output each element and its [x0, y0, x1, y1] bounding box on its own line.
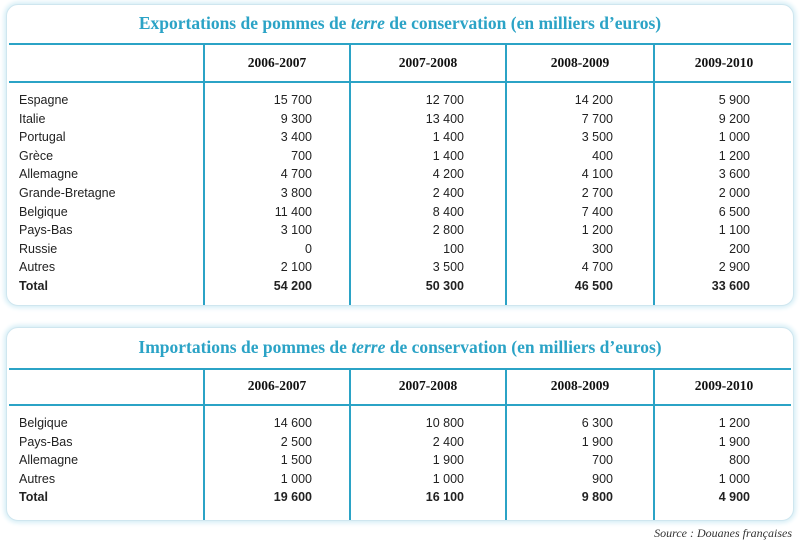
country-label: Russie [19, 241, 58, 256]
value-cell: 2 400 [432, 434, 464, 449]
total-cell: 46 500 [574, 278, 613, 293]
imports-title-part1: Importations de pommes de [138, 337, 352, 357]
country-label: Espagne [19, 93, 69, 107]
total-row [19, 277, 791, 296]
exports-title-divider [9, 43, 791, 45]
source-note: Source : Douanes françaises [654, 526, 792, 540]
value-cell: 7 700 [581, 111, 613, 126]
country-label: Pays-Bas [19, 223, 73, 238]
value-cell: 2 700 [581, 185, 613, 200]
total-cell: 54 200 [273, 278, 312, 293]
country-label: Allemagne [19, 453, 79, 468]
value-cell: 1 000 [432, 471, 464, 486]
exports-title-italic: terre [350, 13, 385, 33]
value-cell: 3 100 [280, 223, 312, 238]
value-cell: 1 200 [581, 223, 613, 238]
value-cell: 15 700 [273, 93, 312, 107]
total-cell: 19 600 [273, 490, 312, 505]
value-cell: 9 300 [280, 111, 312, 126]
table-row [19, 128, 791, 147]
imports-title-divider [9, 368, 791, 370]
value-cell: 14 600 [273, 416, 312, 430]
imports-title-italic: terre [351, 337, 386, 357]
table-row [19, 470, 791, 489]
imports-header-col: 2006-2007 [247, 378, 307, 393]
value-cell: 2 900 [718, 260, 750, 275]
exports-title-part2: de conservation (en milliers d’euros) [384, 13, 662, 33]
total-cell: 50 300 [425, 278, 464, 293]
value-cell: 2 500 [280, 434, 312, 449]
country-label: Pays-Bas [19, 434, 73, 449]
value-cell: 1 100 [718, 223, 750, 238]
value-cell: 12 700 [425, 93, 464, 107]
total-row [19, 488, 791, 507]
value-cell: 6 300 [581, 416, 613, 430]
country-label: Belgique [19, 204, 68, 219]
value-cell: 400 [592, 148, 613, 163]
value-cell: 3 500 [581, 130, 613, 145]
value-cell: 1 000 [718, 471, 750, 486]
exports-header-col: 2007-2008 [398, 55, 458, 70]
value-cell: 1 900 [718, 434, 750, 449]
total-cell: 16 100 [425, 490, 464, 505]
value-cell: 800 [729, 453, 750, 468]
imports-table-title [7, 337, 793, 363]
country-label: Italie [19, 111, 46, 126]
imports-table-body [19, 414, 791, 507]
table-row [19, 184, 791, 203]
imports-table-panel [6, 327, 794, 521]
value-cell: 3 800 [280, 185, 312, 200]
exports-table-body [19, 91, 791, 296]
value-cell: 5 900 [718, 93, 750, 107]
value-cell: 0 [305, 241, 312, 256]
value-cell: 700 [291, 148, 312, 163]
exports-table-title [7, 13, 793, 39]
value-cell: 3 600 [718, 167, 750, 182]
imports-header-col: 2007-2008 [398, 378, 458, 393]
exports-header-divider [9, 81, 791, 83]
table-row [19, 451, 791, 470]
value-cell: 100 [443, 241, 464, 256]
table-row [19, 165, 791, 184]
value-cell: 7 400 [581, 204, 613, 219]
value-cell: 10 800 [425, 416, 464, 430]
table-row [19, 414, 791, 433]
imports-header-divider [9, 404, 791, 406]
total-label: Total [19, 278, 48, 293]
table-row [19, 110, 791, 129]
value-cell: 4 700 [280, 167, 312, 182]
value-cell: 11 400 [274, 204, 312, 219]
value-cell: 2 800 [432, 223, 464, 238]
country-label: Allemagne [19, 167, 79, 182]
total-cell: 4 900 [718, 490, 750, 505]
value-cell: 2 100 [280, 260, 312, 275]
value-cell: 1 200 [718, 416, 750, 430]
table-row [19, 91, 791, 110]
value-cell: 900 [592, 471, 613, 486]
exports-title-part1: Exportations de pommes de [138, 13, 351, 33]
country-label: Portugal [19, 130, 66, 145]
imports-header-col: 2008-2009 [550, 378, 610, 393]
value-cell: 1 900 [581, 434, 613, 449]
value-cell: 200 [729, 241, 750, 256]
value-cell: 700 [592, 453, 613, 468]
table-row [19, 147, 791, 166]
exports-header-col: 2006-2007 [247, 55, 307, 70]
imports-title-part2: de conservation (en milliers d’euros) [385, 337, 662, 357]
table-row [19, 221, 791, 240]
country-label: Grande-Bretagne [19, 185, 116, 200]
value-cell: 1 200 [718, 148, 750, 163]
exports-header-col: 2009-2010 [694, 55, 754, 70]
value-cell: 6 500 [718, 204, 750, 219]
value-cell: 1 000 [718, 130, 750, 145]
country-label: Autres [19, 471, 56, 486]
value-cell: 1 400 [432, 130, 464, 145]
value-cell: 300 [592, 241, 613, 256]
value-cell: 4 100 [581, 167, 613, 182]
value-cell: 4 200 [432, 167, 464, 182]
exports-header-col: 2008-2009 [550, 55, 610, 70]
total-cell: 9 800 [581, 490, 613, 505]
value-cell: 4 700 [581, 260, 613, 275]
total-cell: 33 600 [711, 278, 750, 293]
total-label: Total [19, 490, 48, 505]
value-cell: 9 200 [718, 111, 750, 126]
value-cell: 1 000 [280, 471, 312, 486]
value-cell: 2 400 [432, 185, 464, 200]
country-label: Belgique [19, 416, 68, 430]
value-cell: 1 500 [280, 453, 312, 468]
country-label: Grèce [19, 148, 54, 163]
value-cell: 3 400 [280, 130, 312, 145]
exports-table-panel [6, 4, 794, 306]
table-row [19, 203, 791, 222]
table-row [19, 433, 791, 452]
imports-header-col: 2009-2010 [694, 378, 754, 393]
table-row [19, 240, 791, 259]
value-cell: 1 400 [432, 148, 464, 163]
value-cell: 13 400 [425, 111, 464, 126]
value-cell: 1 900 [432, 453, 464, 468]
value-cell: 14 200 [574, 93, 613, 107]
country-label: Autres [19, 260, 56, 275]
value-cell: 3 500 [432, 260, 464, 275]
value-cell: 8 400 [432, 204, 464, 219]
value-cell: 2 000 [718, 185, 750, 200]
table-row [19, 258, 791, 277]
